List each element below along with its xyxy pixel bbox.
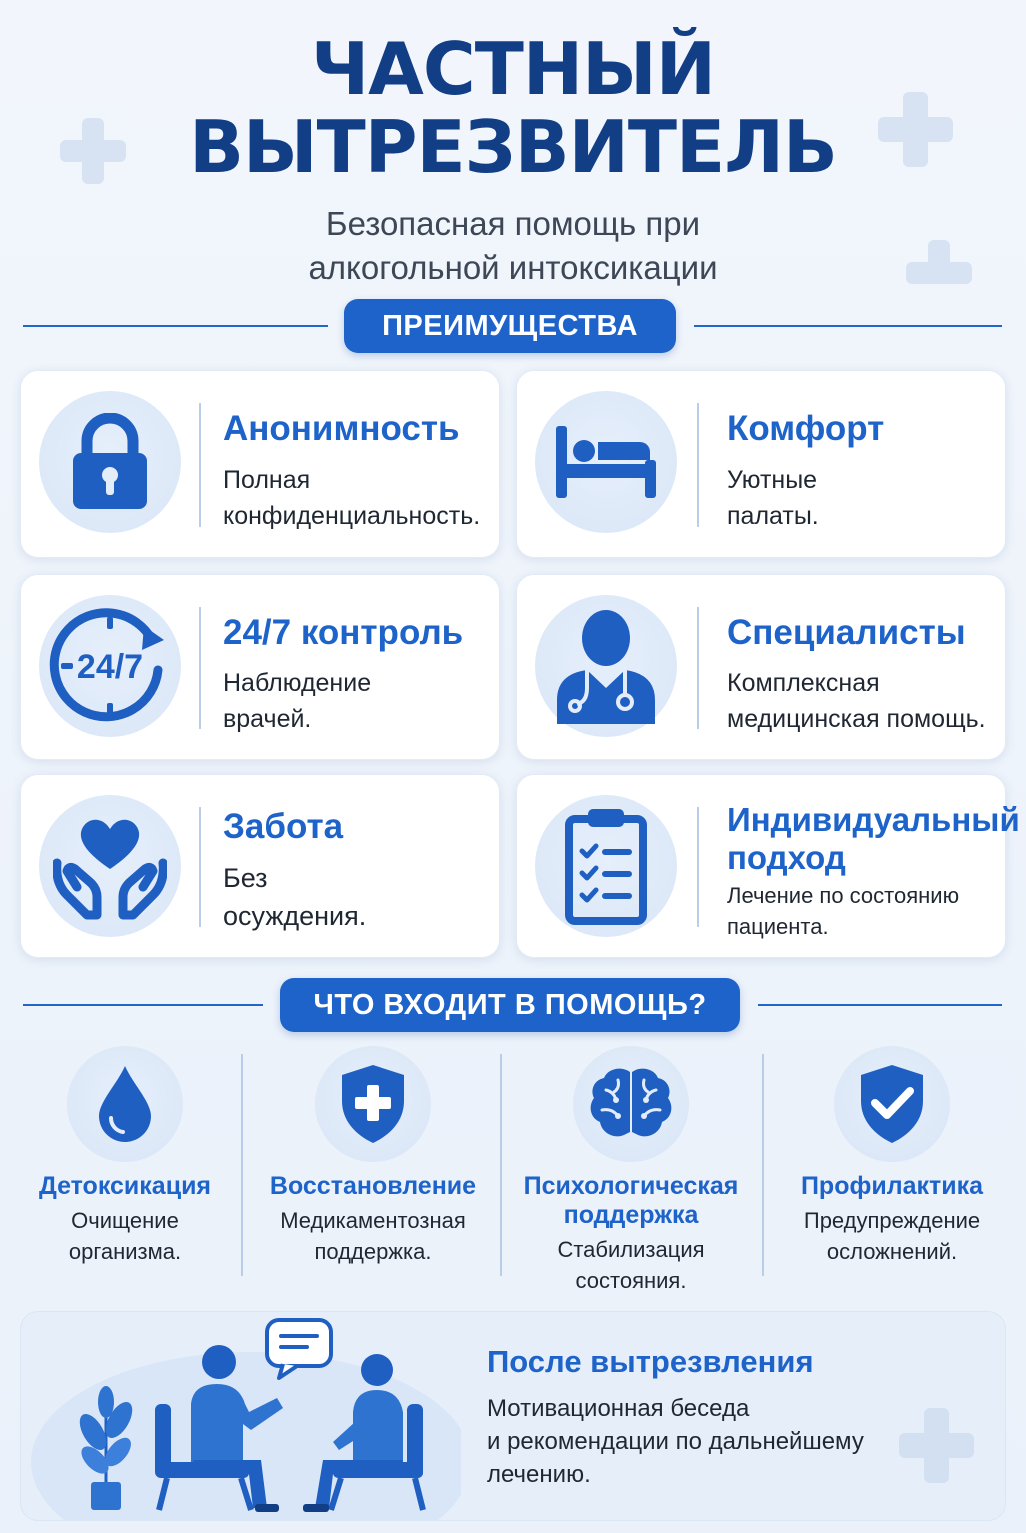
after-sobering-panel bbox=[20, 1311, 1006, 1521]
advantage-card-24-7 bbox=[20, 574, 500, 760]
card-text-line: Полная bbox=[223, 466, 311, 494]
advantage-card-care bbox=[20, 774, 500, 958]
service-text-line: Стабилизация bbox=[557, 1237, 705, 1262]
card-text-line: палаты. bbox=[727, 502, 819, 530]
after-text-line: и рекомендации по дальнейшему bbox=[487, 1428, 864, 1455]
shield-check-icon bbox=[834, 1046, 950, 1162]
lock-icon bbox=[39, 391, 181, 533]
divider bbox=[697, 403, 699, 527]
service-text-line: Предупреждение bbox=[803, 1208, 981, 1233]
decorative-plus-icon bbox=[899, 1408, 974, 1483]
card-text bbox=[223, 665, 371, 737]
divider bbox=[199, 607, 201, 729]
card-text bbox=[727, 665, 986, 737]
shield-plus-icon bbox=[315, 1046, 431, 1162]
divider bbox=[199, 403, 201, 527]
clipboard-icon bbox=[535, 795, 677, 937]
divider bbox=[697, 807, 699, 927]
advantages-heading bbox=[0, 299, 1026, 355]
service-text-line: поддержка. bbox=[314, 1239, 432, 1264]
after-title: После вытрезвления bbox=[487, 1344, 814, 1379]
card-text-line: Уютные bbox=[727, 466, 818, 494]
card-text bbox=[223, 859, 366, 935]
card-title: Анонимность bbox=[223, 409, 460, 448]
clock-label: 24/7 bbox=[76, 648, 144, 686]
service-title: Детоксикация bbox=[38, 1172, 212, 1200]
card-text bbox=[223, 462, 480, 534]
card-text-line: конфиденциальность. bbox=[223, 502, 481, 530]
divider bbox=[762, 1054, 764, 1276]
service-title-line: Психологическая bbox=[523, 1172, 739, 1200]
page-title bbox=[0, 27, 1026, 189]
service-detox bbox=[5, 1046, 245, 1267]
service-text bbox=[5, 1205, 245, 1267]
divider bbox=[697, 607, 699, 729]
card-text-line: врачей. bbox=[223, 705, 312, 733]
card-title: Забота bbox=[223, 807, 344, 846]
water-drop-icon bbox=[67, 1046, 183, 1162]
title-line-2: ВЫТРЕЗВИТЕЛЬ bbox=[189, 105, 837, 189]
service-text-line: организма. bbox=[68, 1239, 182, 1264]
after-text-line: Мотивационная беседа bbox=[487, 1395, 750, 1422]
service-text-line: состояния. bbox=[575, 1268, 687, 1293]
divider bbox=[23, 325, 328, 327]
doctor-icon bbox=[535, 595, 677, 737]
card-text-line: Без bbox=[223, 863, 268, 893]
advantage-card-anonymity bbox=[20, 370, 500, 558]
after-text-line: лечению. bbox=[487, 1461, 591, 1488]
card-title: 24/7 контроль bbox=[223, 613, 464, 652]
card-title: Комфорт bbox=[727, 409, 885, 448]
subtitle-line-1: Безопасная помощь при bbox=[325, 205, 701, 242]
card-title: Специалисты bbox=[727, 613, 966, 652]
divider bbox=[500, 1054, 502, 1276]
card-text bbox=[727, 462, 819, 534]
advantages-badge: ПРЕИМУЩЕСТВА bbox=[344, 299, 676, 353]
heart-hands-icon bbox=[39, 795, 181, 937]
card-text-line: Лечение по состоянию bbox=[727, 883, 960, 908]
service-title-line: поддержка bbox=[563, 1201, 699, 1229]
service-text bbox=[511, 1234, 751, 1296]
counseling-illustration bbox=[21, 1312, 461, 1520]
card-text-line: осуждения. bbox=[223, 901, 367, 931]
card-title-line: Индивидуальный bbox=[727, 801, 1020, 838]
divider bbox=[23, 1004, 263, 1006]
service-text-line: осложнений. bbox=[826, 1239, 958, 1264]
divider bbox=[241, 1054, 243, 1276]
service-psychological bbox=[511, 1046, 751, 1296]
card-text bbox=[727, 880, 959, 942]
services-heading bbox=[0, 978, 1026, 1034]
page-subtitle bbox=[0, 202, 1026, 290]
divider bbox=[758, 1004, 1002, 1006]
after-text bbox=[487, 1392, 907, 1491]
service-recovery bbox=[253, 1046, 493, 1267]
service-text-line: Очищение bbox=[71, 1208, 179, 1233]
card-title bbox=[727, 801, 1020, 877]
service-text bbox=[253, 1205, 493, 1267]
advantage-card-individual bbox=[516, 774, 1020, 958]
advantage-card-specialists bbox=[516, 574, 1006, 760]
service-title: Профилактика bbox=[800, 1172, 984, 1200]
card-text-line: Наблюдение bbox=[223, 669, 372, 697]
service-text-line: Медикаментозная bbox=[280, 1208, 466, 1233]
advantage-card-comfort bbox=[516, 370, 1006, 558]
card-text-line: медицинская помощь. bbox=[727, 705, 986, 733]
card-text-line: Комплексная bbox=[727, 669, 880, 697]
service-prevention bbox=[772, 1046, 1012, 1267]
services-badge: ЧТО ВХОДИТ В ПОМОЩЬ? bbox=[280, 978, 740, 1032]
service-title: Восстановление bbox=[269, 1172, 477, 1200]
card-title-line: подход bbox=[727, 839, 846, 876]
card-text-line: пациента. bbox=[727, 914, 829, 939]
bed-icon bbox=[535, 391, 677, 533]
brain-icon bbox=[573, 1046, 689, 1162]
service-text bbox=[772, 1205, 1012, 1267]
service-title bbox=[511, 1172, 751, 1230]
divider bbox=[199, 807, 201, 927]
title-line-1: ЧАСТНЫЙ bbox=[311, 27, 715, 111]
divider bbox=[694, 325, 1002, 327]
subtitle-line-2: алкогольной интоксикации bbox=[308, 249, 718, 286]
clock-24-7-icon bbox=[39, 595, 181, 737]
